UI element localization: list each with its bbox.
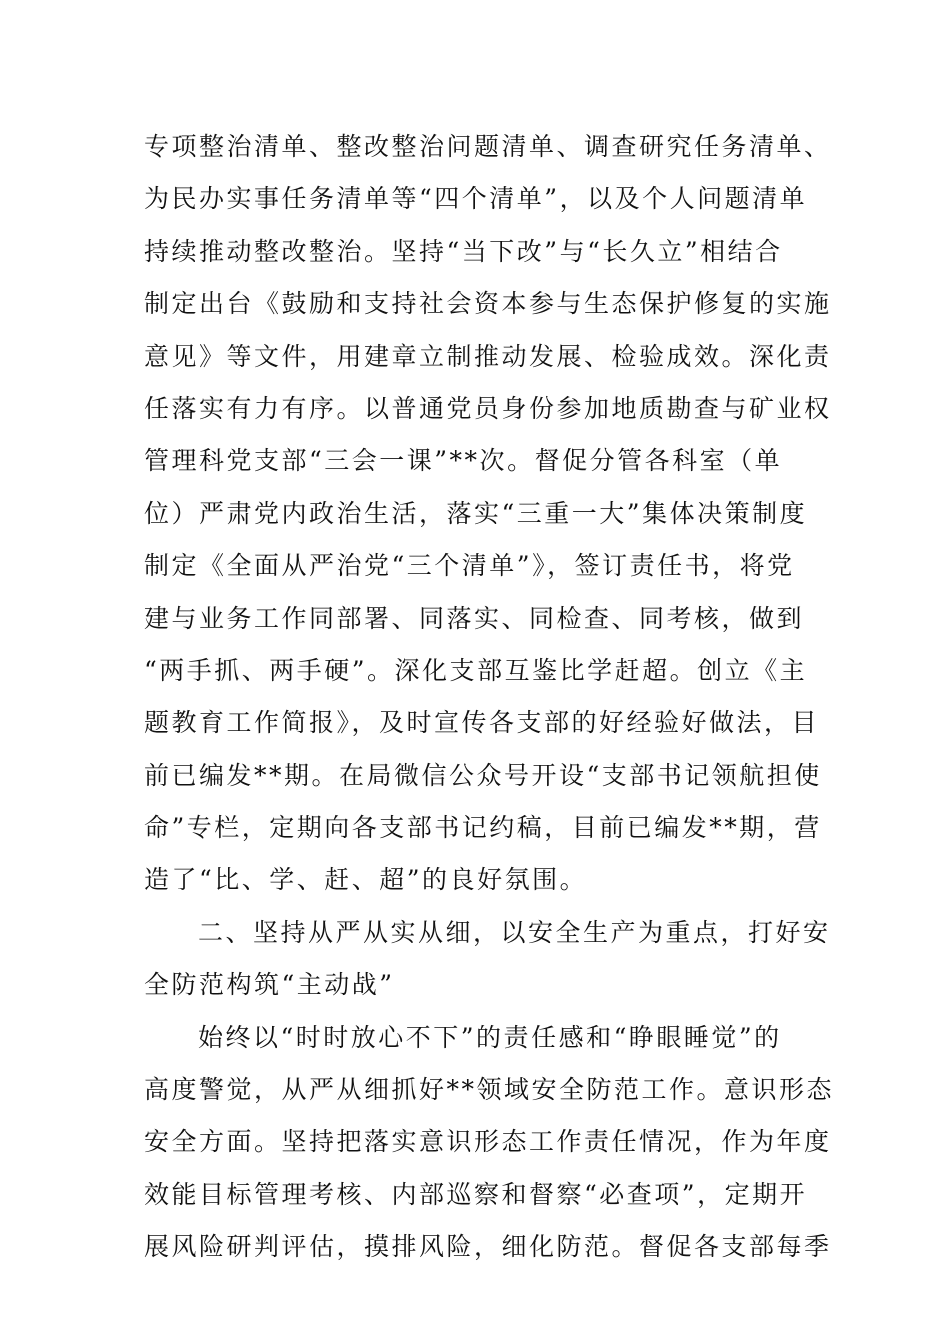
text-line: 专项整治清单、整改整治问题清单、调查研究任务清单、 [144,132,832,161]
text-line: 造了“比、学、赶、超”的良好氛围。 [144,865,588,895]
text-line: 管理科党支部“三会一课”**次。督促分管各科室（单 [144,446,783,476]
body-text [144,121,835,1274]
text-line: 意见》等文件，用建章立制推动发展、检验成效。深化责 [144,341,832,371]
text-line: 展风险研判评估，摸排风险，细化防范。督促各支部每季 [144,1232,832,1262]
text-line: 制定出台《鼓励和支持社会资本参与生态保护修复的实施 [144,289,832,319]
text-line: 建与业务工作同部署、同落实、同检查、同考核，做到 [144,603,805,633]
text-line: “两手抓、两手硬”。深化支部互鉴比学赶超。创立《主 [144,655,808,685]
text-line: 命”专栏，定期向各支部书记约稿，目前已编发**期，营 [144,813,822,843]
section-heading-line: 全防范构筑“主动战” [144,970,395,1000]
text-line: 持续推动整改整治。坚持“当下改”与“长久立”相结合 [144,236,783,266]
text-line: 任落实有力有序。以普通党员身份参加地质勘查与矿业权 [144,393,832,423]
section-heading-line: 二、坚持从严从实从细，以安全生产为重点，打好安 [198,917,831,947]
text-line: 为民办实事任务清单等“四个清单”，以及个人问题清单 [144,184,808,214]
text-line: 题教育工作简报》，及时宣传各支部的好经验好做法，目 [144,708,820,738]
text-line: 安全方面。坚持把落实意识形态工作责任情况，作为年度 [144,1127,832,1157]
text-line: 始终以“时时放心不下”的责任感和“睁眼睡觉”的 [198,1022,782,1052]
text-line: 制定《全面从严治党“三个清单”》，签订责任书，将党 [144,551,795,581]
text-line: 位）严肃党内政治生活，落实“三重一大”集体决策制度 [144,498,808,528]
text-line: 高度警觉，从严从细抓好**领域安全防范工作。意识形态 [144,1075,835,1105]
text-line: 前已编发**期。在局微信公众号开设“支部书记领航担使 [144,760,822,790]
text-line: 效能目标管理考核、内部巡察和督察“必查项”，定期开 [144,1179,808,1209]
